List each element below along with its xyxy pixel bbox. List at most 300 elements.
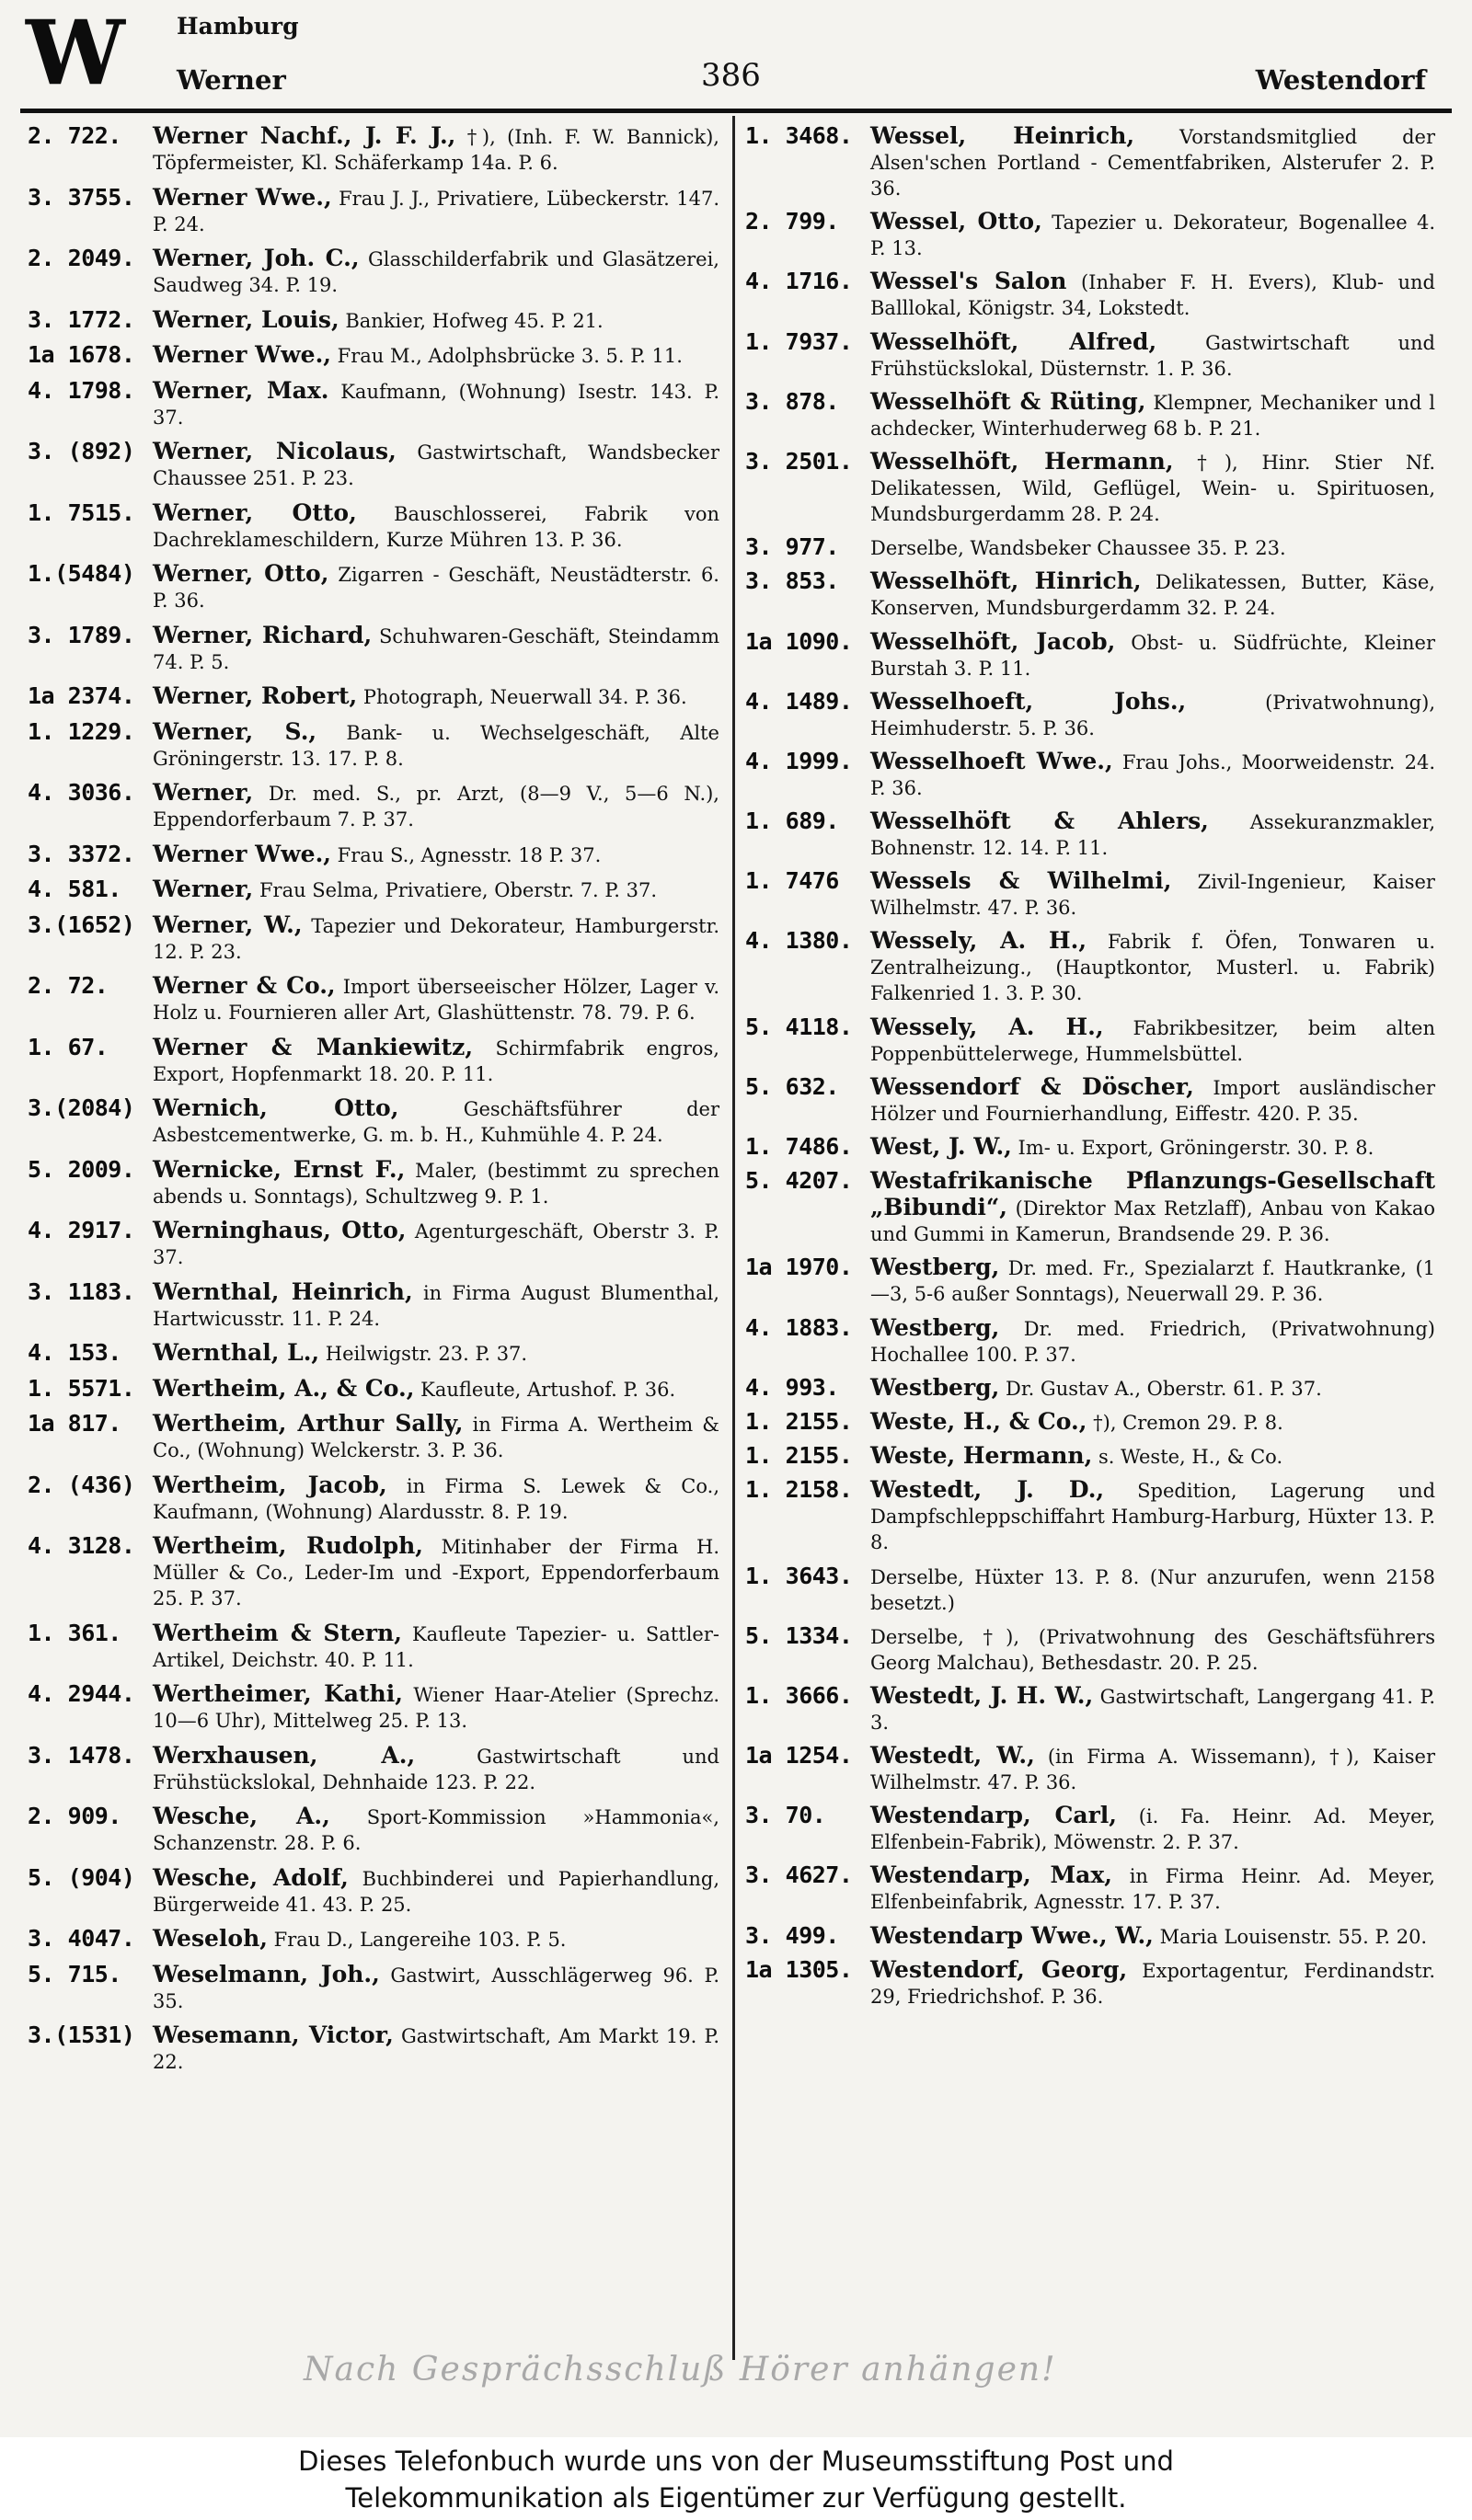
phone-number: 1. 689. — [745, 808, 839, 835]
phone-number: 4. 1489. — [745, 687, 853, 715]
entry-body — [153, 1962, 719, 2014]
entry-details: Schirmfabrik engros, Export, Hopfenmarkt 18. 20. P. 11. — [153, 1037, 719, 1085]
subscriber-name: Werner, Robert, — [153, 682, 358, 709]
entry-body — [870, 1315, 1435, 1368]
phone-number: 4. 581. — [28, 876, 121, 902]
entry-body — [153, 1157, 719, 1209]
entry-body — [153, 719, 719, 772]
directory-entry — [28, 1095, 719, 1148]
subscriber-name: Werner, Louis, — [153, 305, 339, 333]
entry-details: Fabrik f. Öfen, Tonwaren u. Zentralheizung., (Hauptkontor, Musterl. u. Fabrik) Falkenried 1. 3. P. 30. — [870, 931, 1435, 1005]
subscriber-name: Weselmann, Joh., — [153, 1960, 380, 1987]
directory-entry — [745, 928, 1435, 1006]
subscriber-name: Wesselhöft, Alfred, — [870, 327, 1157, 355]
directory-entry — [28, 500, 719, 553]
entry-details: Gastwirt, Ausschlägerweg 96. P. 35. — [153, 1964, 719, 2012]
subscriber-name: Wesselhoeft Wwe., — [870, 747, 1113, 774]
subscriber-name: Wertheimer, Kathi, — [153, 1680, 403, 1707]
entry-body — [153, 439, 719, 491]
entry-body — [153, 1533, 719, 1611]
entry-details: Gastwirtschaft, Am Markt 19. P. 22. — [153, 2025, 719, 2073]
subscriber-name: Wesselhöft, Hermann, — [870, 447, 1174, 475]
directory-entry — [28, 1279, 719, 1332]
subscriber-name: Wertheim, Rudolph, — [153, 1532, 424, 1559]
directory-entry — [745, 1315, 1435, 1368]
entry-body — [870, 1409, 1435, 1436]
directory-entry — [28, 1218, 719, 1270]
entry-body — [870, 1168, 1435, 1247]
phone-number: 5. 715. — [28, 1960, 121, 1987]
directory-entry — [28, 246, 719, 298]
entry-details: Derselbe, Wandsbeker Chaussee 35. P. 23. — [870, 537, 1286, 560]
subscriber-name: Wertheim, A., & Co., — [153, 1374, 415, 1402]
entry-body — [870, 868, 1435, 921]
directory-entry — [28, 1376, 719, 1403]
directory-entry — [745, 808, 1435, 861]
phone-number: 1a 1254. — [745, 1742, 853, 1770]
phone-number: 1a 817. — [28, 1410, 121, 1437]
directory-entry — [28, 1865, 719, 1918]
entry-details: Derselbe, †), (Privatwohnung des Geschäftsführers Georg Malchau), Bethesdastr. 20. P. 25. — [870, 1625, 1435, 1674]
phone-number: 1. 3666. — [745, 1681, 853, 1709]
directory-entry — [28, 912, 719, 965]
phone-number: 3.(1652) — [28, 911, 135, 938]
directory-entry — [745, 1957, 1435, 2010]
entry-details: Bank- u. Wechselgeschäft, Alte Gröningerstr. 13. 17. P. 8. — [153, 721, 719, 770]
directory-entry — [745, 1743, 1435, 1795]
directory-entry — [745, 1134, 1435, 1161]
phone-number: 4. 3128. — [28, 1532, 135, 1559]
entry-details: Assekuranzmakler, Bohnenstr. 12. 14. P. 11. — [870, 811, 1435, 860]
entry-body — [153, 1865, 719, 1918]
phone-number: 3. 499. — [745, 1921, 839, 1949]
entry-body — [870, 629, 1435, 682]
footer-line-1: Dieses Telefonbuch wurde uns von der Museumsstiftung Post und — [298, 2446, 1174, 2477]
entry-details: Frau Johs., Moorweidenstr. 24. P. 36. — [870, 750, 1435, 799]
entry-body — [870, 1957, 1435, 2010]
phone-number: 1. 361. — [28, 1619, 121, 1646]
phone-number: 2. 909. — [28, 1803, 121, 1829]
directory-entry — [745, 868, 1435, 921]
entry-body — [153, 1621, 719, 1673]
directory-entry — [745, 749, 1435, 801]
subscriber-name: Weste, H., & Co., — [870, 1407, 1087, 1435]
directory-entry — [745, 1014, 1435, 1067]
subscriber-name: Westedt, W., — [870, 1742, 1035, 1770]
directory-entry — [745, 1477, 1435, 1555]
entry-body — [870, 808, 1435, 861]
phone-number: 1. 2155. — [745, 1407, 853, 1435]
subscriber-name: Wernich, Otto, — [153, 1094, 399, 1121]
phone-number: 3. 70. — [745, 1802, 826, 1829]
entry-details: Dr. med. S., pr. Arzt, (8—9 V., 5—6 N.), Eppendorferbaum 7. P. 37. — [153, 783, 719, 830]
entry-details: †), Cremon 29. P. 8. — [1093, 1411, 1283, 1434]
subscriber-name: Wesselhöft, Jacob, — [870, 627, 1116, 655]
subscriber-name: Westberg, — [870, 1373, 1000, 1401]
entry-body — [870, 1014, 1435, 1067]
phone-number: 3. 4627. — [745, 1861, 853, 1889]
entry-body — [153, 1095, 719, 1148]
directory-entry — [28, 1804, 719, 1856]
footer-notice — [0, 2437, 1472, 2520]
phone-number: 1. 1229. — [28, 717, 135, 745]
phone-number: 1. 2155. — [745, 1442, 853, 1470]
phone-number: 2. 799. — [745, 208, 839, 235]
subscriber-name: Werner, S., — [153, 717, 317, 745]
phone-number: 3. 977. — [745, 533, 839, 561]
directory-entry — [28, 439, 719, 491]
left-column — [28, 123, 719, 2084]
directory-entry — [745, 1375, 1435, 1402]
entry-details: Fabrikbesitzer, beim alten Poppenbüttelerwege, Hummelsbüttel. — [870, 1016, 1435, 1065]
subscriber-name: Werner Wwe., — [153, 183, 332, 211]
phone-number: 3. 1772. — [28, 305, 135, 333]
subscriber-name: Wernthal, Heinrich, — [153, 1277, 413, 1305]
subscriber-name: Wessel, Otto, — [870, 208, 1042, 235]
directory-entry — [28, 1157, 719, 1209]
directory-entry — [745, 629, 1435, 682]
entry-details: Dr. med. Fr., Spezialarzt f. Hautkranke, (1—3, 5-6 außer Sonntags), Neuerwall 29. P. 36. — [870, 1257, 1435, 1306]
subscriber-name: Werner, W., — [153, 911, 303, 938]
entry-body — [153, 623, 719, 675]
page-number: 386 — [701, 57, 761, 94]
directory-entry — [28, 1472, 719, 1525]
directory-entry — [28, 1621, 719, 1673]
entry-details: Gastwirtschaft und Frühstückslokal, Dehnhaide 123. P. 22. — [153, 1745, 719, 1793]
entry-details: Maria Louisenstr. 55. P. 20. — [1159, 1925, 1428, 1948]
directory-entry — [745, 1683, 1435, 1735]
entry-body — [870, 568, 1435, 621]
entry-body — [870, 1623, 1435, 1676]
entry-details: Vorstandsmitglied der Alsen'schen Portland - Cementfabriken, Alsterufer 2. P. 36. — [870, 126, 1435, 200]
directory-entry — [28, 623, 719, 675]
phone-number: 1. 7515. — [28, 498, 135, 526]
entry-details: Wiener Haar-Atelier (Sprechz. 10—6 Uhr), Mittelweg 25. P. 13. — [153, 1684, 719, 1732]
phone-number: 4. 1716. — [745, 268, 853, 295]
entry-details: Sport-Kommission »Hammonia«, Schanzenstr. 28. P. 6. — [153, 1806, 719, 1854]
subscriber-name: Westendarp, Max, — [870, 1861, 1112, 1889]
directory-entry — [745, 1443, 1435, 1470]
directory-entry — [28, 1743, 719, 1795]
entry-details: Heilwigstr. 23. P. 37. — [325, 1343, 528, 1365]
phone-number: 4. 3036. — [28, 779, 135, 806]
phone-number: 1. 5571. — [28, 1374, 135, 1402]
entry-body — [153, 1681, 719, 1734]
entry-body — [153, 1804, 719, 1856]
directory-entry — [745, 1074, 1435, 1127]
phone-number: 4. 2917. — [28, 1217, 135, 1243]
subscriber-name: Werner Wwe., — [153, 341, 331, 368]
directory-entry — [745, 1254, 1435, 1307]
phone-number: 5. 1334. — [745, 1621, 853, 1649]
entry-details: (Direktor Max Retzlaff), Anbau von Kakao und Gummi in Kamerun, Brandsende 29. P. 36. — [870, 1197, 1435, 1246]
entry-body — [153, 1218, 719, 1270]
directory-entry — [745, 1623, 1435, 1676]
directory-entry — [745, 123, 1435, 201]
entry-body — [153, 1340, 719, 1367]
phone-number: 1a 2374. — [28, 682, 135, 709]
entry-body — [153, 912, 719, 965]
phone-number: 3.(2084) — [28, 1094, 135, 1121]
phone-number: 4. 993. — [745, 1373, 839, 1401]
phone-number: 3. 3755. — [28, 183, 135, 211]
entry-body — [153, 1279, 719, 1332]
phone-number: 1. 3643. — [745, 1562, 853, 1589]
entry-details: Bauschlosserei, Fabrik von Dachreklameschildern, Kurze Mühren 13. P. 36. — [153, 502, 719, 551]
phone-number: 5. 632. — [745, 1072, 839, 1100]
entry-details: Glasschilderfabrik und Glasätzerei, Saudweg 34. P. 19. — [153, 248, 719, 296]
phone-number: 2. 2049. — [28, 245, 135, 271]
entry-details: Frau J. J., Privatiere, Lübeckerstr. 147. P. 24. — [153, 187, 719, 235]
subscriber-name: Werner, Nicolaus, — [153, 438, 397, 464]
entry-details: (in Firma A. Wissemann), †), Kaiser Wilhelmstr. 47. P. 36. — [870, 1746, 1435, 1794]
directory-entry — [745, 329, 1435, 382]
entry-details: in Firma August Blumenthal, Hartwicusstr. 11. P. 24. — [153, 1281, 719, 1330]
entry-body — [870, 689, 1435, 741]
directory-entry — [745, 1803, 1435, 1855]
entry-body — [153, 973, 719, 1025]
entry-body — [870, 1743, 1435, 1795]
directory-entry — [28, 185, 719, 237]
entry-body — [153, 378, 719, 430]
phone-number: 1a 1970. — [745, 1254, 853, 1281]
entry-body — [870, 269, 1435, 321]
phone-number: 1.(5484) — [28, 560, 135, 587]
phone-number: 3.(1531) — [28, 2022, 135, 2048]
entry-details: Dr. Gustav A., Oberstr. 61. P. 37. — [1006, 1377, 1322, 1400]
directory-entry — [28, 1962, 719, 2014]
subscriber-name: Wessel, Heinrich, — [870, 122, 1135, 149]
phone-number: 2. (436) — [28, 1471, 135, 1498]
directory-entry — [28, 842, 719, 868]
subscriber-name: Wessendorf & Döscher, — [870, 1072, 1194, 1100]
directory-entry — [745, 689, 1435, 741]
entry-body — [153, 2022, 719, 2075]
directory-entry — [745, 1409, 1435, 1436]
entry-body — [153, 1376, 719, 1403]
phone-number: 1. 7937. — [745, 327, 853, 355]
entry-details: Dr. med. Friedrich, (Privatwohnung) Hochallee 100. P. 37. — [870, 1317, 1435, 1366]
entry-details: Maler, (bestimmt zu sprechen abends u. Sonntags), Schultzweg 9. P. 1. — [153, 1159, 720, 1208]
subscriber-name: Westberg, — [870, 1254, 1000, 1281]
phone-number: 3. 4047. — [28, 1925, 135, 1952]
phone-number: 3. 3372. — [28, 840, 135, 867]
column-divider — [732, 116, 735, 2360]
entry-details: Import überseeischer Hölzer, Lager v. Holz u. Fournieren aller Art, Glashüttenstr. 78. 79. P. 6. — [153, 976, 720, 1024]
entry-details: Frau M., Adolphsbrücke 3. 5. P. 11. — [337, 345, 683, 367]
phone-number: 1. 7486. — [745, 1133, 853, 1160]
entry-body — [870, 1862, 1435, 1915]
directory-entry — [28, 1926, 719, 1953]
subscriber-name: Werner, Otto, — [153, 560, 329, 587]
entry-body — [870, 1923, 1435, 1950]
entry-body — [870, 1375, 1435, 1402]
directory-entry — [28, 1533, 719, 1611]
subscriber-name: Wessely, A. H., — [870, 1013, 1104, 1040]
phone-number: 4. 153. — [28, 1339, 121, 1366]
subscriber-name: Werner & Co., — [153, 972, 336, 999]
entry-details: in Firma Heinr. Ad. Meyer, Elfenbeinfabrik, Agnesstr. 17. P. 37. — [870, 1865, 1435, 1914]
entry-body — [870, 1803, 1435, 1855]
entry-details: Buchbinderei und Papierhandlung, Bürgerweide 41. 43. P. 25. — [153, 1867, 719, 1916]
phone-number: 3. 853. — [745, 567, 839, 595]
entry-body — [153, 561, 719, 613]
directory-entry — [745, 389, 1435, 441]
subscriber-name: Werner Wwe., — [153, 840, 331, 867]
entry-body — [870, 449, 1435, 527]
entry-details: Exportagentur, Ferdinandstr. 29, Friedrichshof. P. 36. — [870, 1959, 1435, 2008]
subscriber-name: Wessely, A. H., — [870, 927, 1087, 955]
phone-number: 4. 1380. — [745, 927, 853, 955]
subscriber-name: Wesselhöft & Rüting, — [870, 387, 1146, 415]
directory-entry — [28, 307, 719, 334]
entry-body — [870, 389, 1435, 441]
directory-entry — [28, 1681, 719, 1734]
phone-number: 3. 1183. — [28, 1277, 135, 1305]
directory-entry — [745, 568, 1435, 621]
entry-body — [153, 1743, 719, 1795]
phone-number: 1a 1678. — [28, 341, 135, 368]
entry-body — [870, 209, 1435, 261]
phone-number: 4. 1883. — [745, 1313, 853, 1341]
phone-number: 1. 3468. — [745, 122, 853, 149]
footer-line-2: Telekommunikation als Eigentümer zur Verfügung gestellt. — [345, 2482, 1127, 2514]
entry-body — [153, 500, 719, 553]
entry-details: Frau Selma, Privatiere, Oberstr. 7. P. 37. — [259, 879, 658, 901]
entry-body — [870, 329, 1435, 382]
entry-details: Kaufleute, Artushof. P. 36. — [420, 1378, 676, 1401]
entry-details: Im- u. Export, Gröningerstr. 30. P. 8. — [1018, 1137, 1374, 1159]
entry-details: Frau D., Langereihe 103. P. 5. — [273, 1929, 567, 1951]
entry-details: Mitinhaber der Firma H. Müller & Co., Leder-Im und -Export, Eppendorferbaum 25. P. 37. — [153, 1536, 719, 1609]
entry-body — [870, 1134, 1435, 1161]
subscriber-name: Wesemann, Victor, — [153, 2022, 394, 2048]
directory-entry — [28, 876, 719, 903]
entry-body — [153, 780, 719, 832]
entry-body — [153, 1472, 719, 1525]
phone-number: 1. 2158. — [745, 1476, 853, 1504]
phone-number: 1a 1090. — [745, 627, 853, 655]
entry-details: Derselbe, Hüxter 13. P. 8. (Nur anzurufen, wenn 2158 besetzt.) — [870, 1565, 1435, 1614]
directory-entry — [745, 449, 1435, 527]
phone-number: 4. 2944. — [28, 1680, 135, 1707]
entry-body — [153, 246, 719, 298]
subscriber-name: Werner, Otto, — [153, 498, 357, 526]
subscriber-name: Weseloh, — [153, 1925, 268, 1952]
phone-number: 3. 2501. — [745, 447, 853, 475]
directory-entry — [28, 973, 719, 1025]
entry-details: in Firma A. Wertheim & Co., (Wohnung) Welckerstr. 3. P. 36. — [153, 1414, 719, 1461]
subscriber-name: Werner Nachf., J. F. J., — [153, 122, 456, 149]
bottom-stamp: Nach Gesprächsschluß Hörer anhängen! — [304, 2351, 1057, 2388]
subscriber-name: Werner, Joh. C., — [153, 245, 360, 271]
entry-details: †), (Inh. F. W. Bannick), Töpfermeister, Kl. Schäferkamp 14a. P. 6. — [153, 126, 719, 174]
entry-body — [153, 1926, 719, 1953]
entry-details: †), Hinr. Stier Nf. Delikatessen, Wild, Geflügel, Wein- u. Spirituosen, Mundsburgerdamm 28. P. 24. — [870, 451, 1435, 525]
subscriber-name: Wesselhöft, Hinrich, — [870, 567, 1142, 595]
entry-details: Tapezier u. Dekorateur, Bogenallee 4. P. 13. — [870, 212, 1435, 260]
entry-details: Tapezier und Dekorateur, Hamburgerstr. 12. P. 23. — [153, 914, 719, 963]
directory-entry — [28, 561, 719, 613]
subscriber-name: Westafrikanische Pflanzungs-Gesellschaft „Bibundi“, — [870, 1167, 1435, 1221]
subscriber-name: Weste, Hermann, — [870, 1442, 1093, 1470]
phone-number: 1. 67. — [28, 1033, 109, 1060]
header-first-entry: Werner — [177, 64, 286, 96]
entry-body — [870, 1254, 1435, 1307]
entry-details: Frau S., Agnesstr. 18 P. 37. — [337, 843, 602, 866]
entry-details: Gastwirtschaft und Frühstückslokal, Düsternstr. 1. P. 36. — [870, 331, 1435, 380]
directory-entry — [28, 342, 719, 369]
entry-body — [870, 1074, 1435, 1127]
directory-entry — [28, 1340, 719, 1367]
subscriber-name: Wernthal, L., — [153, 1339, 320, 1366]
entry-details: Klempner, Mechaniker und l achdecker, Winterhuderweg 68 b. P. 21. — [870, 391, 1435, 440]
entry-details: Zivil-Ingenieur, Kaiser Wilhelmstr. 47. P. 36. — [870, 871, 1435, 920]
subscriber-name: Werner, — [153, 779, 254, 806]
entry-body — [153, 342, 719, 369]
subscriber-name: Wesche, Adolf, — [153, 1863, 349, 1891]
subscriber-name: Werninghaus, Otto, — [153, 1217, 407, 1243]
directory-entry — [28, 780, 719, 832]
phone-number: 4. 1798. — [28, 376, 135, 404]
entry-details: Delikatessen, Butter, Käse, Konserven, Mundsburgerdamm 32. P. 24. — [870, 571, 1435, 620]
entry-details: Import ausländischer Hölzer und Fournierhandlung, Eiffestr. 420. P. 35. — [870, 1076, 1435, 1125]
subscriber-name: Wesselhöft & Ahlers, — [870, 808, 1209, 835]
entry-body — [153, 307, 719, 334]
phone-number: 3. 1789. — [28, 621, 135, 648]
entry-details: Gastwirtschaft, Wandsbecker Chaussee 251. P. 23. — [153, 441, 719, 489]
phone-number: 5. 4207. — [745, 1167, 853, 1195]
entry-details: Kaufmann, (Wohnung) Isestr. 143. P. 37. — [153, 380, 719, 429]
entry-body — [870, 1683, 1435, 1735]
entry-details: Obst- u. Südfrüchte, Kleiner Burstah 3. P. 11. — [870, 631, 1435, 680]
entry-body — [870, 1443, 1435, 1470]
phone-number: 1. 7476 — [745, 867, 839, 895]
entry-body — [870, 1477, 1435, 1555]
subscriber-name: Wernicke, Ernst F., — [153, 1155, 406, 1183]
entry-body — [153, 1411, 719, 1463]
entry-details: Gastwirtschaft, Langergang 41. P. 3. — [870, 1685, 1435, 1734]
entry-body — [153, 1035, 719, 1087]
entry-body — [153, 123, 719, 176]
entry-body — [870, 1564, 1435, 1616]
phone-number: 5. 4118. — [745, 1013, 853, 1040]
directory-entry — [745, 269, 1435, 321]
subscriber-name: Westedt, J. D., — [870, 1476, 1105, 1504]
entry-body — [870, 123, 1435, 201]
subscriber-name: Wertheim & Stern, — [153, 1619, 402, 1646]
directory-entry — [28, 683, 719, 710]
subscriber-name: Wesche, A., — [153, 1803, 330, 1829]
directory-entry — [28, 1411, 719, 1463]
entry-body — [153, 185, 719, 237]
entry-details: in Firma S. Lewek & Co., Kaufmann, (Wohnung) Alardusstr. 8. P. 19. — [153, 1474, 719, 1523]
directory-entry — [745, 1923, 1435, 1950]
subscriber-name: Werner, — [153, 876, 254, 902]
entry-details: Photograph, Neuerwall 34. P. 36. — [362, 686, 687, 708]
subscriber-name: Wessels & Wilhelmi, — [870, 867, 1172, 895]
directory-entry — [745, 209, 1435, 261]
subscriber-name: Westendarp Wwe., W., — [870, 1921, 1154, 1949]
subscriber-name: Werxhausen, A., — [153, 1741, 416, 1769]
phone-number: 3. 878. — [745, 387, 839, 415]
right-column — [745, 123, 1435, 2017]
entry-details: Spedition, Lagerung und Dampfschleppschiffahrt Hamburg-Harburg, Hüxter 13. P. 8. — [870, 1480, 1436, 1554]
entry-details: (i. Fa. Heinr. Ad. Meyer, Elfenbein-Fabrik), Möwenstr. 2. P. 37. — [870, 1805, 1435, 1854]
entry-body — [870, 534, 1435, 561]
phone-number: 3. 1478. — [28, 1741, 135, 1769]
directory-entry — [28, 2022, 719, 2075]
